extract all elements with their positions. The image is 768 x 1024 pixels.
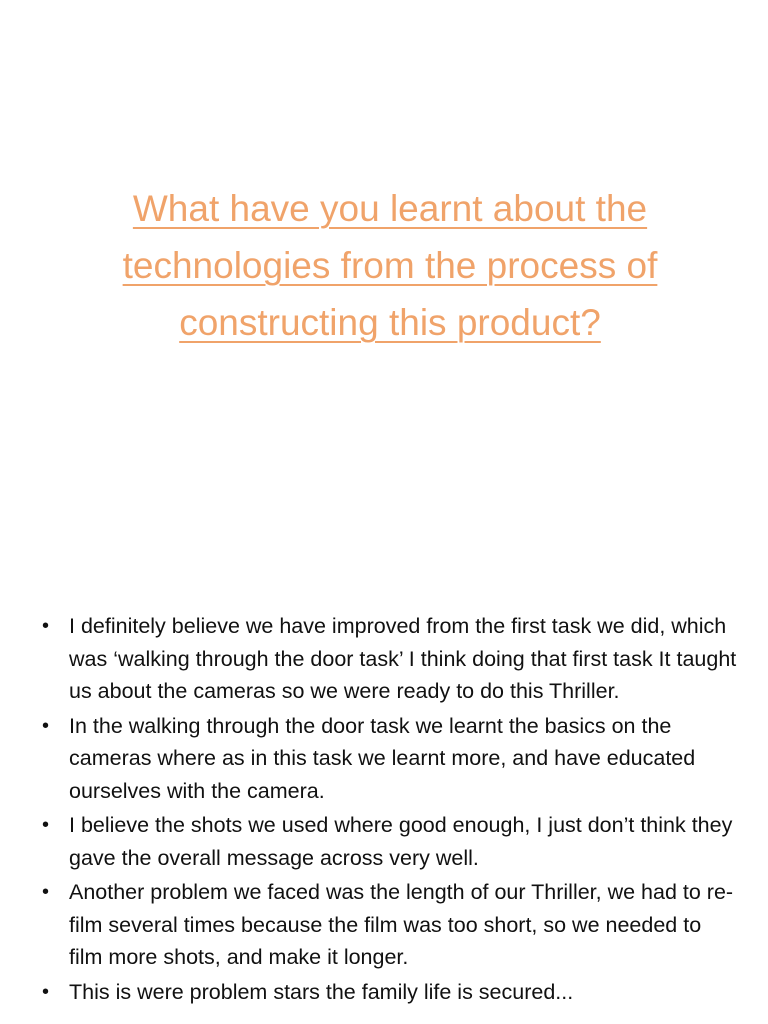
slide-title: What have you learnt about the technologies from the process of constructing this product? <box>122 188 658 343</box>
bullet-icon: • <box>42 881 50 903</box>
bullet-list <box>40 610 740 1010</box>
bullet-text: I definitely believe we have improved from the first task we did, which was ‘walking through the door task’ I think doing that first task It taught us about the cameras so we were ready to do this Thriller. <box>69 614 737 703</box>
bullet-text: I believe the shots we used where good enough, I just don’t think they gave the overall message across very well. <box>69 813 733 870</box>
bullet-icon: • <box>42 714 50 737</box>
slide-title-container <box>40 180 740 351</box>
bullet-text: In the walking through the door task we learnt the basics on the cameras where as in this task we learnt more, and have educated ourselves with the camera. <box>69 713 696 803</box>
bullet-text: This is were problem stars the family life is secured... <box>69 979 574 1004</box>
bullet-icon: • <box>42 980 50 1003</box>
bullet-item <box>40 876 740 974</box>
bullet-icon: • <box>42 615 50 637</box>
bullet-item <box>40 809 740 874</box>
bullet-item <box>40 710 740 808</box>
bullet-item <box>40 610 740 708</box>
bullet-icon: • <box>42 814 50 836</box>
bullet-item <box>40 976 740 1009</box>
bullet-text: Another problem we faced was the length of our Thriller, we had to re-film several times because the film was too short, so we needed to film more shots, and make it longer. <box>69 880 734 969</box>
